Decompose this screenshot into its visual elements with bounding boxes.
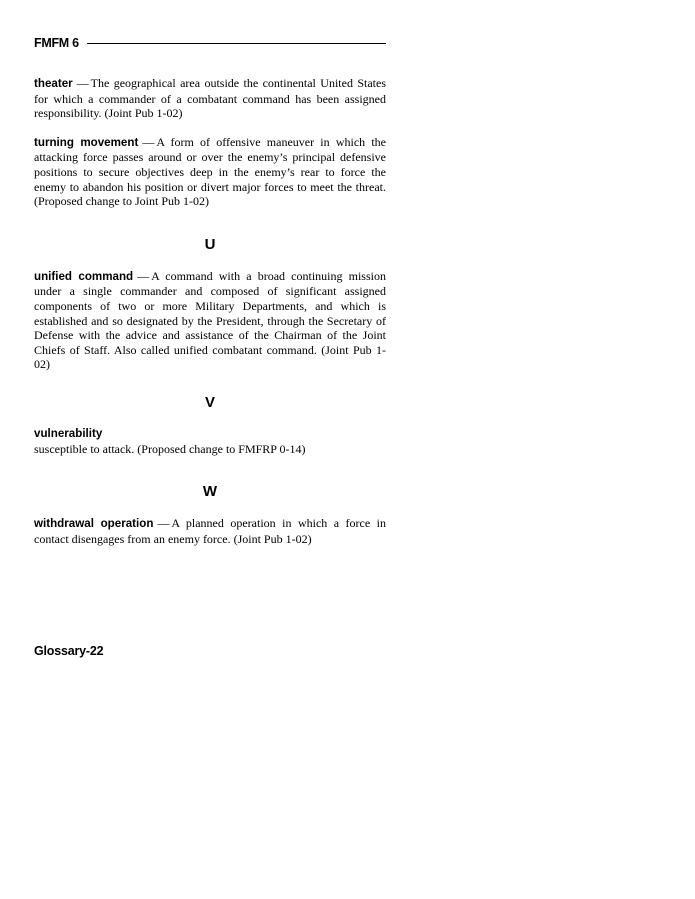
term-dash: — bbox=[142, 134, 155, 149]
term-dash: — bbox=[157, 516, 170, 531]
section-letter-w: W bbox=[202, 483, 218, 501]
glossary-entry-unified-command bbox=[34, 269, 386, 372]
glossary-definition: The geographical area outside the continental United States for which a commander of a combatant command has been assigned responsibility. (Joint Pub 1-02) bbox=[34, 76, 386, 121]
glossary-term: turning movement bbox=[34, 135, 139, 149]
glossary-definition: A form of offensive maneuver in which the attacking force passes around or over the enemy’s principal defensive positions to secure objectives deep in the enemy’s rear to force the enemy to abandon his position or divert major forces to meet the threat. (Proposed change to Joint Pub 1-02) bbox=[34, 134, 386, 209]
section-letter-u: U bbox=[204, 235, 216, 253]
term-dash: — bbox=[76, 76, 89, 90]
glossary-entry-vulnerability bbox=[34, 427, 386, 456]
manual-title: FMFM 6 bbox=[34, 36, 79, 50]
glossary-term: unified command bbox=[34, 269, 134, 283]
glossary-entry-turning-movement bbox=[34, 135, 386, 209]
page-header bbox=[34, 34, 386, 52]
glossary-term: vulnerability bbox=[34, 426, 103, 440]
glossary-definition: susceptible to attack. (Proposed change to FMFRP 0-14) bbox=[34, 441, 306, 456]
page-number: Glossary-22 bbox=[34, 644, 104, 658]
glossary-definition: A planned operation in which a force in contact disengages from an enemy force. (Joint Pub 1-02) bbox=[34, 516, 386, 546]
glossary-term: theater bbox=[34, 77, 73, 90]
header-rule bbox=[87, 43, 386, 44]
term-dash: — bbox=[137, 268, 150, 283]
section-letter-v: V bbox=[204, 393, 215, 411]
glossary-content bbox=[34, 76, 386, 546]
glossary-definition: A command with a broad continuing mission under a single commander and composed of significant assigned components of two or more Military Departments, and which is established and so designated by the President, through the Secretary of Defense with the advice and assistance of the Chairman of the Joint Chiefs of Staff. Also called unified combatant command. (Joint Pub 1-02) bbox=[34, 268, 386, 372]
glossary-entry-theater bbox=[34, 76, 386, 121]
glossary-entry-withdrawal-operation bbox=[34, 516, 386, 546]
glossary-term: withdrawal operation bbox=[34, 517, 154, 531]
